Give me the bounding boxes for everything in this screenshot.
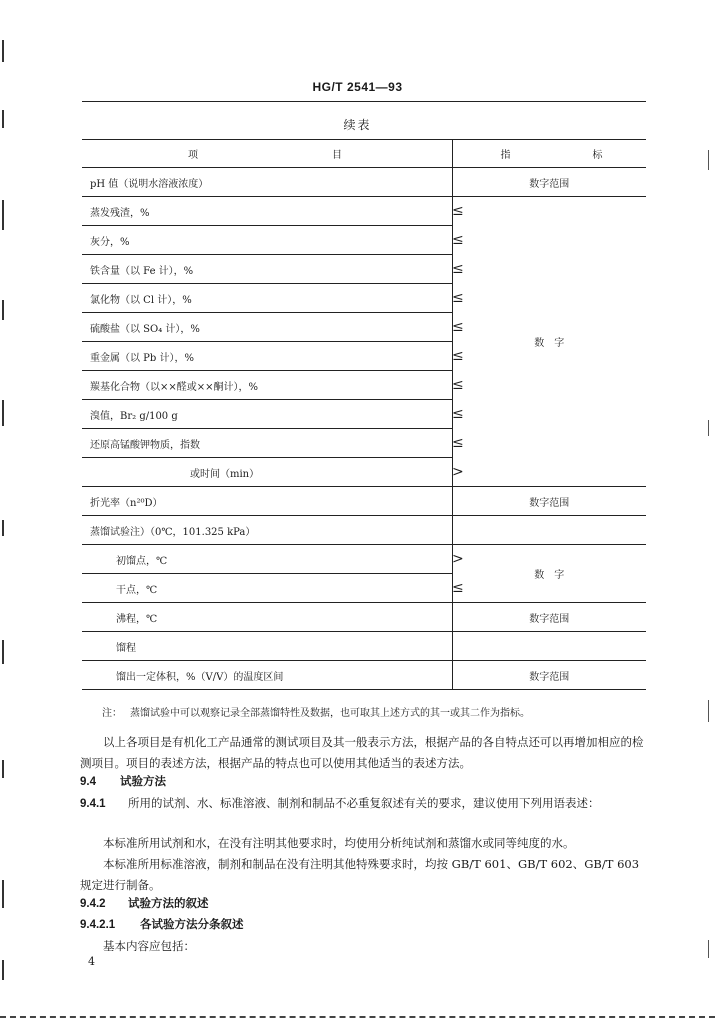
table-row: 铁含量（以 Fe 计），% ≤: [82, 255, 646, 284]
table-row: pH 值（说明水溶液浓度） 数字范围: [82, 168, 646, 197]
document-code-header: HG/T 2541—93: [312, 80, 403, 94]
table-row: 干点，℃ ≤: [82, 574, 646, 603]
paragraph-basic-content: 基本内容应包括：: [103, 939, 195, 953]
paragraph-9-4-1: 9.4.1 所用的试剂、水、标准溶液、制剂和制品不必重复叙述有关的要求，建议使用下列用语表述：: [80, 796, 600, 810]
section-heading-9-4-2: 9.4.2 试验方法的叙述: [80, 898, 209, 910]
table-row: 蒸馏试验注）（0℃，101.325 kPa）: [82, 516, 646, 545]
merged-value-digits: 数 字: [452, 197, 646, 487]
merged-value-digits-2: 数 字: [452, 545, 646, 603]
paragraph-reagents: 本标准所用试剂和水，在没有注明其他要求时，均使用分析纯试剂和蒸馏水或同等纯度的水。: [103, 836, 575, 850]
note-label: 注：: [102, 708, 122, 719]
table-row: 溴值，Br₂ g/100 g ≤: [82, 400, 646, 429]
scan-edge-marks-right: [708, 0, 711, 1024]
table-row: 还原高锰酸钾物质，指数 ≤: [82, 429, 646, 458]
scan-bottom-edge: [0, 1016, 715, 1018]
table-continued-title: 续表: [343, 118, 372, 132]
paragraph-standard-solutions: 本标准所用标准溶液，制剂和制品在没有注明其他特殊要求时，均按 GB/T 601、GB/T 602、GB/T 603 规定进行制备。: [80, 857, 640, 892]
table-row: 馏程: [82, 632, 646, 661]
table-row: 或时间（min） >: [82, 458, 646, 487]
spec-table: [82, 139, 646, 690]
paragraph-items-summary: 以上各项目是有机化工产品通常的测试项目及其一般表示方法，根据产品的各自特点还可以再增加相应的检测项目。项目的表述方法，根据产品的特点也可以使用其他适当的表述方法。: [80, 735, 644, 770]
table-row: 重金属（以 Pb 计），% ≤: [82, 342, 646, 371]
table-row: 馏出一定体积，%（V/V）的温度区间 数字范围: [82, 661, 646, 690]
header-rule: [82, 101, 646, 102]
section-heading-9-4: 9.4 试验方法: [80, 776, 166, 788]
table-header-row: [82, 140, 646, 168]
table-row: 折光率（n²⁰D） 数字范围: [82, 487, 646, 516]
scan-edge-marks: [2, 0, 8, 1024]
table-row: 氯化物（以 Cl 计），% ≤: [82, 284, 646, 313]
column-header-index: 指 标: [452, 140, 646, 168]
note-text: 蒸馏试验中可以观察记录全部蒸馏特性及数据，也可取其上述方式的其一或其二作为指标。: [130, 708, 530, 719]
page-number: 4: [88, 955, 95, 968]
table-row: 硫酸盐（以 SO₄ 计），% ≤: [82, 313, 646, 342]
table-row: 羰基化合物（以××醛或××酮计），% ≤: [82, 371, 646, 400]
table-row: 灰分，% ≤: [82, 226, 646, 255]
column-header-item: 项 目: [82, 140, 452, 168]
table-row: 初馏点，℃ > 数 字: [82, 545, 646, 574]
section-heading-9-4-2-1: 9.4.2.1 各试验方法分条叙述: [80, 919, 244, 931]
table-row: 蒸发残渣，% ≤ 数 字: [82, 197, 646, 226]
table-row: 沸程，℃ 数字范围: [82, 603, 646, 632]
